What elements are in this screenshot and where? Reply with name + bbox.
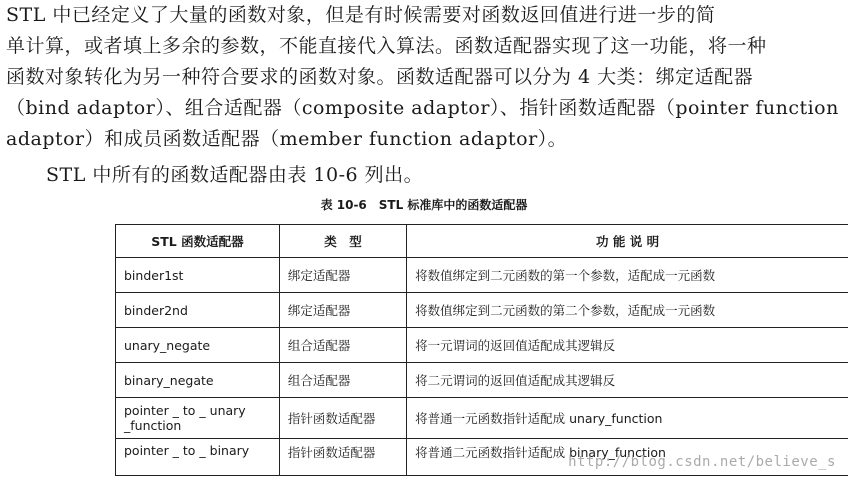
adaptor-description-cell: 将普通二元函数指针适配成 binary_function	[407, 439, 848, 476]
table-row	[116, 363, 848, 398]
header-cell: STL 函数适配器	[116, 225, 280, 258]
table-reference-line: STL 中所有的函数适配器由表 10-6 列出。	[46, 164, 424, 186]
intro-line: adaptor）和成员函数适配器（member function adaptor）。	[6, 128, 568, 150]
intro-line: 单计算，或者填上多余的参数，不能直接代入算法。函数适配器实现了这一功能，将一种	[6, 35, 767, 57]
adaptor-name-cell: unary_negate	[116, 328, 280, 363]
adaptor-name-cell: binder2nd	[116, 293, 280, 328]
adaptor-table	[115, 224, 848, 476]
adaptor-description-cell: 将数值绑定到二元函数的第一个参数，适配成一元函数	[407, 258, 848, 293]
header-cell: 类 型	[279, 225, 406, 258]
table-row	[116, 258, 848, 293]
intro-line: STL 中已经定义了大量的函数对象，但是有时候需要对函数返回值进行进一步的简	[6, 4, 716, 26]
adaptor-name-cell: binder1st	[116, 258, 280, 293]
adaptor-name-cell: binary_negate	[116, 363, 280, 398]
table-row	[116, 398, 848, 439]
adaptor-name-cell: pointer _ to _ binary	[116, 439, 280, 476]
adaptor-description-cell: 将普通一元函数指针适配成 unary_function	[407, 398, 848, 439]
table-header-row	[116, 225, 848, 258]
header-cell: 功 能 说 明	[407, 225, 848, 258]
intro-paragraph	[6, 0, 838, 155]
table-caption: 表 10-6 STL 标准库中的函数适配器	[320, 198, 528, 212]
table-row	[116, 293, 848, 328]
intro-line: （bind adaptor）、组合适配器（composite adaptor）、指针函数适配器（pointer function	[6, 97, 839, 119]
adaptor-type-cell: 组合适配器	[279, 363, 406, 398]
table-reference-paragraph	[6, 160, 838, 191]
adaptor-description-cell: 将数值绑定到二元函数的第二个参数，适配成一元函数	[407, 293, 848, 328]
adaptor-type-cell: 指针函数适配器	[279, 398, 406, 439]
blog-watermark: http://blog.csdn.net/believe_s	[568, 454, 836, 470]
adaptor-type-cell: 指针函数适配器	[279, 439, 406, 476]
adaptor-name-cell: pointer _ to _ unary _function	[116, 398, 280, 439]
adaptor-type-cell: 组合适配器	[279, 328, 406, 363]
adaptor-type-cell: 绑定适配器	[279, 293, 406, 328]
adaptor-type-cell: 绑定适配器	[279, 258, 406, 293]
adaptor-description-cell: 将二元谓词的返回值适配成其逻辑反	[407, 363, 848, 398]
adaptor-description-cell: 将一元谓词的返回值适配成其逻辑反	[407, 328, 848, 363]
intro-line: 函数对象转化为另一种符合要求的函数对象。函数适配器可以分为 4 大类：绑定适配器	[6, 66, 754, 88]
table-row	[116, 328, 848, 363]
